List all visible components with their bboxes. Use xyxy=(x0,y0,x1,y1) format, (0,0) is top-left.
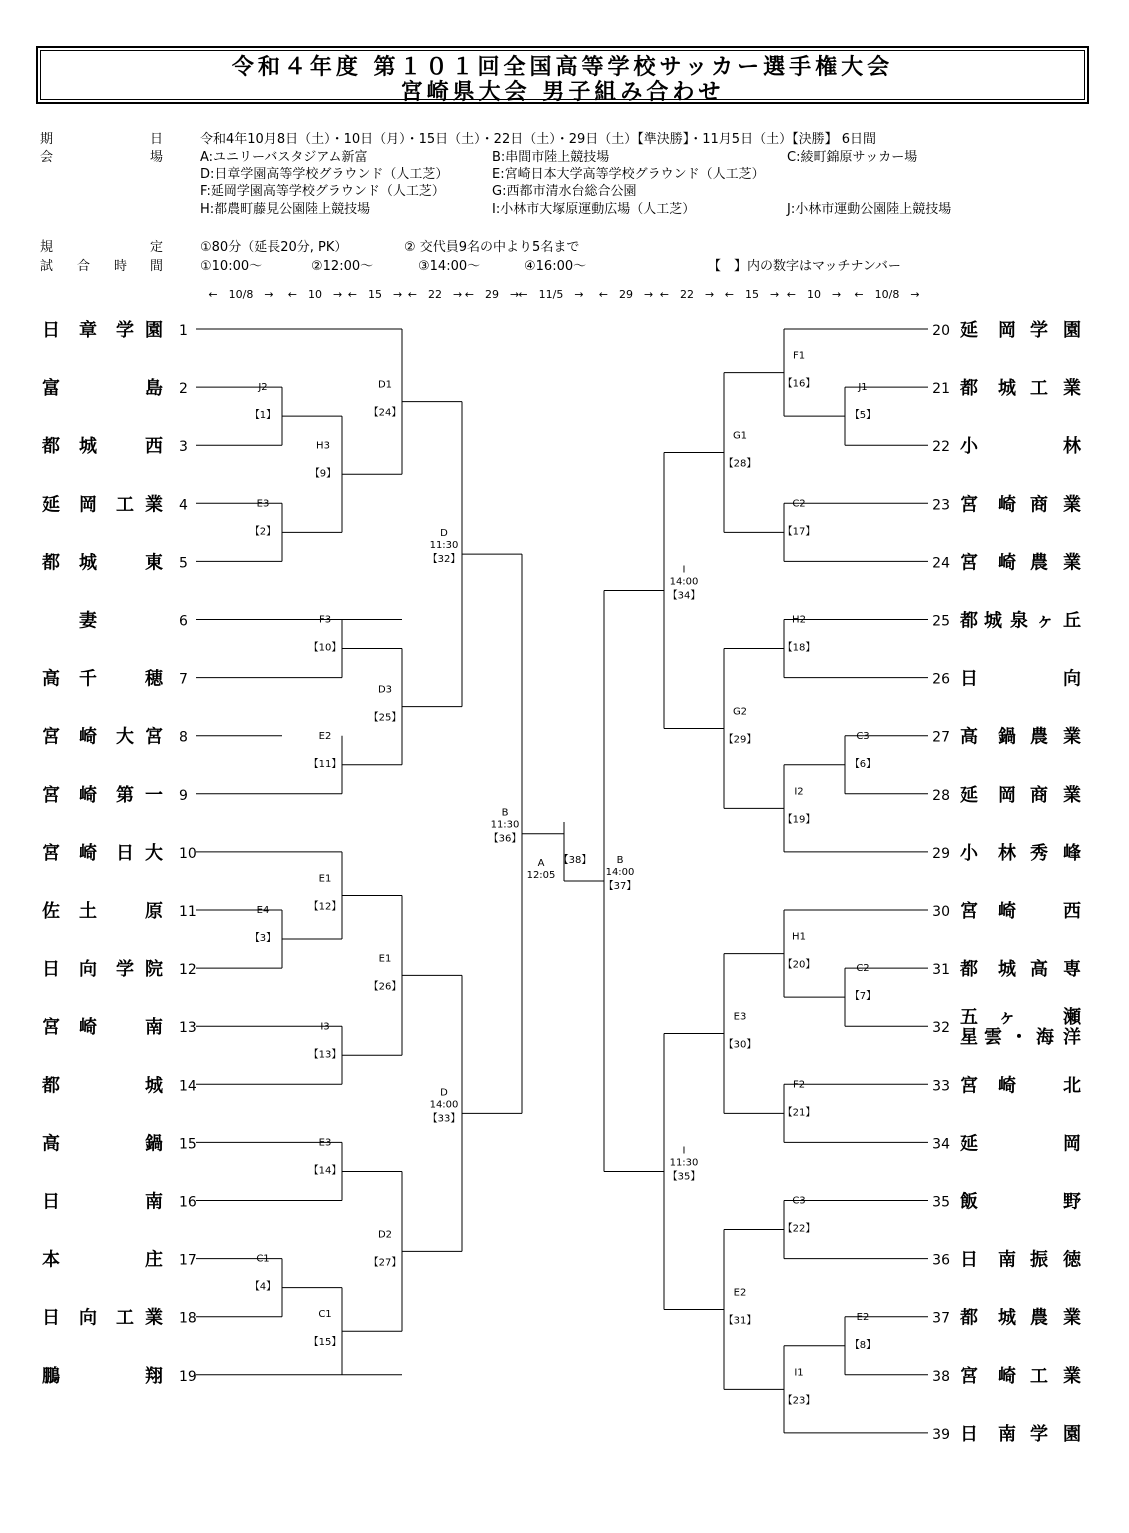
team-name-char-right: 南 xyxy=(998,1249,1016,1271)
team-name-char-right: 崎 xyxy=(998,552,1016,574)
team-name-char-right: 西 xyxy=(1063,901,1081,922)
team-name-char-right: 峰 xyxy=(1063,842,1081,864)
match-label: 【15】 xyxy=(308,1337,342,1349)
match-label: I xyxy=(682,1145,686,1157)
venue-j: J:小林市運動公園陸上競技場 xyxy=(787,202,952,217)
team-seed-right: 26 xyxy=(932,671,950,688)
team-seed-right: 31 xyxy=(932,962,950,979)
team-name-char-left: 宮 xyxy=(42,726,60,748)
dates-label-1: 期 xyxy=(40,132,54,147)
match-label: 【14】 xyxy=(308,1165,342,1177)
match-label: H1 xyxy=(792,931,806,943)
match-label: 【29】 xyxy=(723,734,757,746)
team-name-char-right: 延 xyxy=(960,784,978,806)
match-label: C1 xyxy=(256,1253,270,1265)
team-name-char-right: 商 xyxy=(1030,784,1048,806)
match-label: E2 xyxy=(318,730,332,742)
team-name-char-left: 島 xyxy=(145,378,163,400)
match-label: 【2】 xyxy=(249,526,277,538)
team-name-char-right: 宮 xyxy=(960,494,978,516)
team-name-char-left: 日 xyxy=(42,1307,60,1329)
team-name-char-left: 都 xyxy=(42,1075,60,1097)
team-name-char-left: 日 xyxy=(42,1191,60,1213)
team-name-char-right: 洋 xyxy=(1063,1027,1081,1049)
team-name-char-left: 日 xyxy=(42,959,60,981)
team-seed-left: 19 xyxy=(179,1368,197,1385)
match-label: E1 xyxy=(318,873,332,885)
team-name-char-right: 城 xyxy=(998,1307,1016,1329)
match-label: 【5】 xyxy=(849,410,877,422)
team-seed-left: 8 xyxy=(179,729,188,746)
team-name-char-left: 城 xyxy=(79,552,97,574)
match-label: C2 xyxy=(856,963,870,975)
venue-b: B:串間市陸上競技場 xyxy=(492,150,610,165)
time-slot-1: ①10:00～ xyxy=(200,259,263,274)
match-label: 14:00 xyxy=(605,866,635,878)
team-name-char-right: 鍋 xyxy=(998,726,1016,748)
team-name-char-left: 高 xyxy=(42,1133,60,1155)
team-name-char-left: 宮 xyxy=(145,726,163,748)
team-name-char-right: 工 xyxy=(1030,1365,1048,1387)
match-label: C3 xyxy=(792,1195,806,1207)
team-name-char-right: 星 xyxy=(960,1027,978,1049)
venue-label-2: 場 xyxy=(150,150,164,165)
team-seed-right: 24 xyxy=(932,555,950,572)
match-label: 【34】 xyxy=(667,590,701,602)
team-name-char-right: 林 xyxy=(1063,436,1081,458)
team-name-char-right: 都 xyxy=(960,378,978,400)
team-name-char-left: 大 xyxy=(145,842,163,864)
team-name-char-right: 都 xyxy=(960,610,978,632)
team-name-char-left: 城 xyxy=(145,1075,163,1097)
team-seed-left: 16 xyxy=(179,1194,197,1211)
match-label: 11:30 xyxy=(490,819,520,831)
venue-i: I:小林市大塚原運動広場（人工芝） xyxy=(492,202,696,217)
venue-label-1: 会 xyxy=(40,150,54,165)
time-label-4: 間 xyxy=(150,259,164,274)
team-name-char-right: 農 xyxy=(1030,1307,1048,1329)
match-label: G2 xyxy=(732,706,748,718)
match-label: E3 xyxy=(256,498,270,510)
team-name-char-left: 章 xyxy=(79,320,97,341)
team-name-char-right: 振 xyxy=(1030,1249,1048,1271)
team-name-char-left: 本 xyxy=(42,1249,60,1271)
match-label: D xyxy=(440,1087,448,1099)
team-seed-left: 5 xyxy=(179,555,188,572)
venue-f: F:延岡学園高等学校グラウンド（人工芝） xyxy=(200,184,445,199)
team-name-char-left: 学 xyxy=(116,959,134,981)
team-name-char-left: 穂 xyxy=(145,668,163,690)
match-label: J1 xyxy=(858,382,868,394)
team-name-char-left: 城 xyxy=(79,436,97,458)
match-label: F3 xyxy=(318,614,332,626)
team-seed-right: 33 xyxy=(932,1078,950,1095)
match-label: 【25】 xyxy=(368,712,402,724)
team-name-char-right: 徳 xyxy=(1063,1249,1081,1271)
team-name-char-right: 農 xyxy=(1030,552,1048,574)
match-label: E3 xyxy=(733,1011,747,1023)
match-label: 【10】 xyxy=(308,642,342,654)
match-label: 14:00 xyxy=(429,1099,459,1111)
team-name-char-left: 鍋 xyxy=(145,1133,163,1155)
team-seed-left: 3 xyxy=(179,439,188,456)
team-seed-right: 21 xyxy=(932,381,950,398)
team-name-char-right: 都 xyxy=(960,959,978,981)
match-label: E4 xyxy=(256,905,270,917)
team-seed-left: 10 xyxy=(179,845,197,862)
match-label: 14:00 xyxy=(669,576,699,588)
team-name-char-left: 延 xyxy=(42,494,60,516)
team-seed-left: 1 xyxy=(179,323,188,339)
team-name-char-left: 西 xyxy=(145,436,163,458)
date-row-label: ← 10/8 → xyxy=(208,288,274,301)
final-match-number: 【38】 xyxy=(558,855,592,866)
team-name-char-left: 千 xyxy=(79,668,97,690)
match-label: 【18】 xyxy=(782,642,816,654)
team-seed-right: 34 xyxy=(932,1136,950,1153)
team-seed-right: 37 xyxy=(932,1310,950,1327)
match-label: 【17】 xyxy=(782,526,816,538)
title-line-2: 宮崎県大会 男子組み合わせ xyxy=(400,80,725,105)
match-label: D xyxy=(440,528,448,540)
match-label: F2 xyxy=(792,1079,806,1091)
team-name-char-right: 商 xyxy=(1030,494,1048,516)
team-name-char-right: 北 xyxy=(1063,1075,1081,1097)
team-seed-left: 18 xyxy=(179,1310,197,1327)
rules-text-2: ② 交代員9名の中より5名まで xyxy=(404,240,580,255)
team-seed-left: 2 xyxy=(179,381,188,398)
team-name-char-right: ヶ xyxy=(998,1007,1016,1029)
team-name-char-left: 崎 xyxy=(79,726,97,748)
team-name-char-right: 業 xyxy=(1063,784,1081,806)
team-seed-right: 35 xyxy=(932,1194,950,1211)
team-name-char-right: 宮 xyxy=(960,552,978,574)
team-seed-right: 30 xyxy=(932,904,950,920)
team-seed-left: 12 xyxy=(179,962,197,979)
team-name-char-left: 向 xyxy=(79,959,97,981)
match-label: 11:30 xyxy=(669,1157,699,1169)
team-name-char-right: 小 xyxy=(960,842,978,864)
match-label: C1 xyxy=(318,1309,332,1321)
team-name-char-left: 土 xyxy=(79,901,97,922)
team-name-char-left: 鵬 xyxy=(42,1365,60,1387)
match-label: E1 xyxy=(378,953,392,965)
team-name-char-right: 宮 xyxy=(960,1075,978,1097)
match-number-note: 【 】内の数字はマッチナンバー xyxy=(708,259,901,274)
team-seed-left: 4 xyxy=(179,497,188,514)
team-name-char-right: 林 xyxy=(998,842,1016,864)
team-name-char-right: 業 xyxy=(1063,552,1081,574)
match-label: D3 xyxy=(377,684,393,696)
final-time: 12:05 xyxy=(526,870,556,881)
team-seed-right: 28 xyxy=(932,787,950,804)
dates-label-2: 日 xyxy=(150,132,164,147)
match-label: 【26】 xyxy=(368,981,402,993)
date-row-label: ← 10 → xyxy=(287,288,343,301)
time-label-3: 時 xyxy=(114,259,128,274)
team-seed-left: 14 xyxy=(179,1078,197,1095)
time-slot-2: ②12:00～ xyxy=(311,259,374,274)
team-name-char-right: 日 xyxy=(960,668,978,690)
date-row-label: ← 29 → xyxy=(598,288,654,301)
match-label: 【12】 xyxy=(308,901,342,913)
match-label: 【6】 xyxy=(849,758,877,770)
team-name-char-left: 南 xyxy=(145,1191,163,1213)
match-label: G1 xyxy=(732,430,748,442)
match-label: 【1】 xyxy=(249,410,277,422)
team-name-char-left: 原 xyxy=(145,901,163,922)
date-row-label: ← 10 → xyxy=(786,288,842,301)
match-label: 【33】 xyxy=(427,1113,461,1125)
venue-h: H:都農町藤見公園陸上競技場 xyxy=(200,202,371,217)
dates-text: 令和4年10月8日（土）・10日（月）・15日（土）・22日（土）・29日（土）【準決勝】・11月5日（土）【決勝】 6日間 xyxy=(200,132,876,147)
team-name-char-right: 業 xyxy=(1063,1307,1081,1329)
team-name-char-right: 高 xyxy=(1030,959,1048,981)
team-seed-left: 13 xyxy=(179,1020,197,1037)
team-name-char-right: 飯 xyxy=(960,1191,978,1213)
team-name-char-right: 岡 xyxy=(998,784,1016,806)
team-name-char-right: 崎 xyxy=(998,494,1016,516)
team-seed-right: 38 xyxy=(932,1368,950,1385)
date-row-label: ← 22 → xyxy=(407,288,463,301)
team-name-char-right: 雲 xyxy=(984,1027,1002,1049)
team-name-char-left: 富 xyxy=(42,378,60,400)
team-name-char-left: 日 xyxy=(42,320,60,341)
match-label: C3 xyxy=(856,730,870,742)
team-seed-left: 7 xyxy=(179,671,188,688)
match-label: J2 xyxy=(258,382,268,394)
team-name-char-right: 日 xyxy=(960,1249,978,1271)
match-label: B xyxy=(501,807,509,819)
team-seed-left: 6 xyxy=(179,613,188,630)
venue-a: A:ユニリーバスタジアム新富 xyxy=(200,150,368,165)
team-name-char-right: 工 xyxy=(1030,378,1048,400)
match-label: D1 xyxy=(377,379,393,391)
team-name-char-left: 工 xyxy=(116,1307,134,1329)
team-name-char-left: 庄 xyxy=(145,1249,163,1271)
match-label: E2 xyxy=(733,1287,747,1299)
team-name-char-right: 業 xyxy=(1063,1365,1081,1387)
team-name-char-right: 宮 xyxy=(960,1365,978,1387)
team-name-char-right: 高 xyxy=(960,726,978,748)
team-name-char-left: 都 xyxy=(42,552,60,574)
team-name-char-right: 城 xyxy=(984,610,1002,632)
date-row-label: ← 22 → xyxy=(659,288,715,301)
match-label: 【11】 xyxy=(308,758,342,770)
team-name-char-left: 大 xyxy=(116,726,134,748)
rules-label-1: 規 xyxy=(40,240,54,255)
match-label: I2 xyxy=(794,786,804,798)
team-name-char-left: 翔 xyxy=(145,1365,163,1387)
team-seed-right: 32 xyxy=(932,1020,950,1037)
team-seed-right: 23 xyxy=(932,497,950,514)
match-label: 【3】 xyxy=(249,933,277,945)
team-name-char-right: 崎 xyxy=(998,1365,1016,1387)
match-label: E3 xyxy=(318,1137,332,1149)
team-name-char-right: 園 xyxy=(1063,320,1081,341)
team-name-char-left: 高 xyxy=(42,668,60,690)
venue-e: E:宮崎日本大学高等学校グラウンド（人工芝） xyxy=(492,167,765,182)
team-name-char-left: 日 xyxy=(116,842,134,864)
match-label: H3 xyxy=(316,440,330,452)
team-name-char-right: 南 xyxy=(998,1423,1016,1445)
team-seed-right: 20 xyxy=(932,323,950,339)
time-slot-3: ③14:00～ xyxy=(418,259,481,274)
team-name-char-right: 泉 xyxy=(1010,610,1028,632)
team-name-char-right: 五 xyxy=(960,1007,978,1029)
team-name-char-left: 都 xyxy=(42,436,60,458)
team-name-char-right: 向 xyxy=(1063,668,1081,690)
match-label: I xyxy=(682,564,686,576)
team-name-char-left: 向 xyxy=(79,1307,97,1329)
date-row-label: ← 15 → xyxy=(347,288,403,301)
match-label: 【28】 xyxy=(723,458,757,470)
team-name-char-right: 延 xyxy=(960,320,978,341)
team-name-char-right: 農 xyxy=(1030,726,1048,748)
team-name-char-right: 業 xyxy=(1063,494,1081,516)
team-name-char-left: 南 xyxy=(145,1017,163,1039)
team-name-char-right: 都 xyxy=(960,1307,978,1329)
team-name-char-right: ・ xyxy=(1010,1027,1028,1049)
team-name-char-right: 崎 xyxy=(998,1075,1016,1097)
match-label: 【35】 xyxy=(667,1171,701,1183)
team-name-char-left: 業 xyxy=(145,494,163,516)
team-seed-right: 36 xyxy=(932,1252,950,1269)
team-name-char-left: 第 xyxy=(116,784,134,806)
team-name-char-right: 専 xyxy=(1063,959,1081,981)
team-name-char-left: 院 xyxy=(145,959,163,981)
team-name-char-left: 園 xyxy=(145,320,163,341)
match-label: 【32】 xyxy=(427,554,461,566)
match-label: 【7】 xyxy=(849,991,877,1003)
match-label: 【36】 xyxy=(488,833,522,845)
team-name-char-left: 崎 xyxy=(79,1017,97,1039)
team-name-char-left: 工 xyxy=(116,494,134,516)
team-name-char-left: 佐 xyxy=(42,901,60,922)
team-name-char-right: ヶ xyxy=(1036,610,1054,632)
match-label: 【30】 xyxy=(723,1039,757,1051)
match-label: 【27】 xyxy=(368,1257,402,1269)
match-label: F1 xyxy=(792,350,806,362)
team-name-char-left: 業 xyxy=(145,1307,163,1329)
team-name-char-right: 城 xyxy=(998,378,1016,400)
team-seed-left: 9 xyxy=(179,787,188,804)
team-seed-right: 29 xyxy=(932,845,950,862)
team-name-char-left: 崎 xyxy=(79,842,97,864)
team-name-char-right: 宮 xyxy=(960,901,978,922)
team-name-char-right: 崎 xyxy=(998,901,1016,922)
team-name-char-right: 岡 xyxy=(1063,1133,1081,1155)
date-row-label: ← 29 → xyxy=(464,288,520,301)
team-name-char-right: 学 xyxy=(1030,1423,1048,1445)
team-name-char-right: 秀 xyxy=(1030,842,1048,864)
team-name-char-right: 業 xyxy=(1063,378,1081,400)
match-label: 【16】 xyxy=(782,378,816,390)
venue-d: D:日章学園高等学校グラウンド（人工芝） xyxy=(200,167,449,182)
team-name-char-left: 妻 xyxy=(79,610,97,632)
team-name-char-left: 一 xyxy=(145,784,163,806)
team-seed-left: 15 xyxy=(179,1136,197,1153)
team-name-char-right: 野 xyxy=(1063,1191,1081,1213)
team-name-char-left: 崎 xyxy=(79,784,97,806)
match-label: 【24】 xyxy=(368,407,402,419)
team-seed-left: 17 xyxy=(179,1252,197,1269)
match-label: I3 xyxy=(320,1021,330,1033)
time-label-1: 試 xyxy=(40,259,54,274)
team-name-char-right: 学 xyxy=(1030,320,1048,341)
team-name-char-right: 瀬 xyxy=(1063,1007,1081,1029)
team-name-char-right: 丘 xyxy=(1063,610,1081,632)
team-seed-right: 27 xyxy=(932,729,950,746)
match-label: 【8】 xyxy=(849,1339,877,1351)
match-label: 【21】 xyxy=(782,1107,816,1119)
match-label: 11:30 xyxy=(429,540,459,552)
venue-c: C:綾町錦原サッカー場 xyxy=(787,150,918,165)
match-label: C2 xyxy=(792,498,806,510)
team-name-char-left: 岡 xyxy=(79,494,97,516)
final-venue: A xyxy=(537,858,545,869)
match-label: D2 xyxy=(377,1229,393,1241)
match-label: E2 xyxy=(856,1311,870,1323)
date-row-label: ← 15 → xyxy=(724,288,780,301)
rules-label-2: 定 xyxy=(150,240,164,255)
team-name-char-right: 城 xyxy=(998,959,1016,981)
match-label: 【23】 xyxy=(782,1395,816,1407)
match-label: H2 xyxy=(792,614,806,626)
match-label: 【37】 xyxy=(603,880,637,892)
match-label: B xyxy=(616,854,624,866)
team-name-char-right: 延 xyxy=(960,1133,978,1155)
team-name-char-right: 園 xyxy=(1063,1423,1081,1445)
team-name-char-left: 宮 xyxy=(42,1017,60,1039)
team-name-char-right: 海 xyxy=(1036,1027,1054,1049)
date-row-label: ← 10/8 → xyxy=(854,288,920,301)
team-name-char-left: 宮 xyxy=(42,842,60,864)
team-name-char-right: 日 xyxy=(960,1423,978,1445)
match-label: I1 xyxy=(794,1367,804,1379)
time-label-2: 合 xyxy=(77,259,91,274)
team-name-char-right: 小 xyxy=(960,436,978,458)
team-name-char-right: 岡 xyxy=(998,320,1016,341)
team-seed-right: 22 xyxy=(932,439,950,456)
team-name-char-right: 業 xyxy=(1063,726,1081,748)
team-name-char-left: 東 xyxy=(145,552,163,574)
time-slot-4: ④16:00～ xyxy=(524,259,587,274)
match-label: 【13】 xyxy=(308,1049,342,1061)
venue-g: G:西都市清水台総合公園 xyxy=(492,184,637,199)
team-name-char-left: 宮 xyxy=(42,784,60,806)
match-label: 【22】 xyxy=(782,1223,816,1235)
match-label: 【9】 xyxy=(309,468,337,480)
match-label: 【31】 xyxy=(723,1315,757,1327)
match-label: 【19】 xyxy=(782,814,816,826)
match-label: 【20】 xyxy=(782,959,816,971)
team-seed-right: 39 xyxy=(932,1426,950,1443)
match-label: 【4】 xyxy=(249,1281,277,1293)
title-line-1: 令和４年度 第１０１回全国高等学校サッカー選手権大会 xyxy=(231,55,894,80)
team-name-char-left: 学 xyxy=(116,320,134,341)
team-seed-right: 25 xyxy=(932,613,950,630)
team-seed-left: 11 xyxy=(179,904,197,920)
rules-text-1: ①80分（延長20分, PK） xyxy=(200,240,348,255)
date-row-label: ← 11/5 → xyxy=(518,288,584,301)
